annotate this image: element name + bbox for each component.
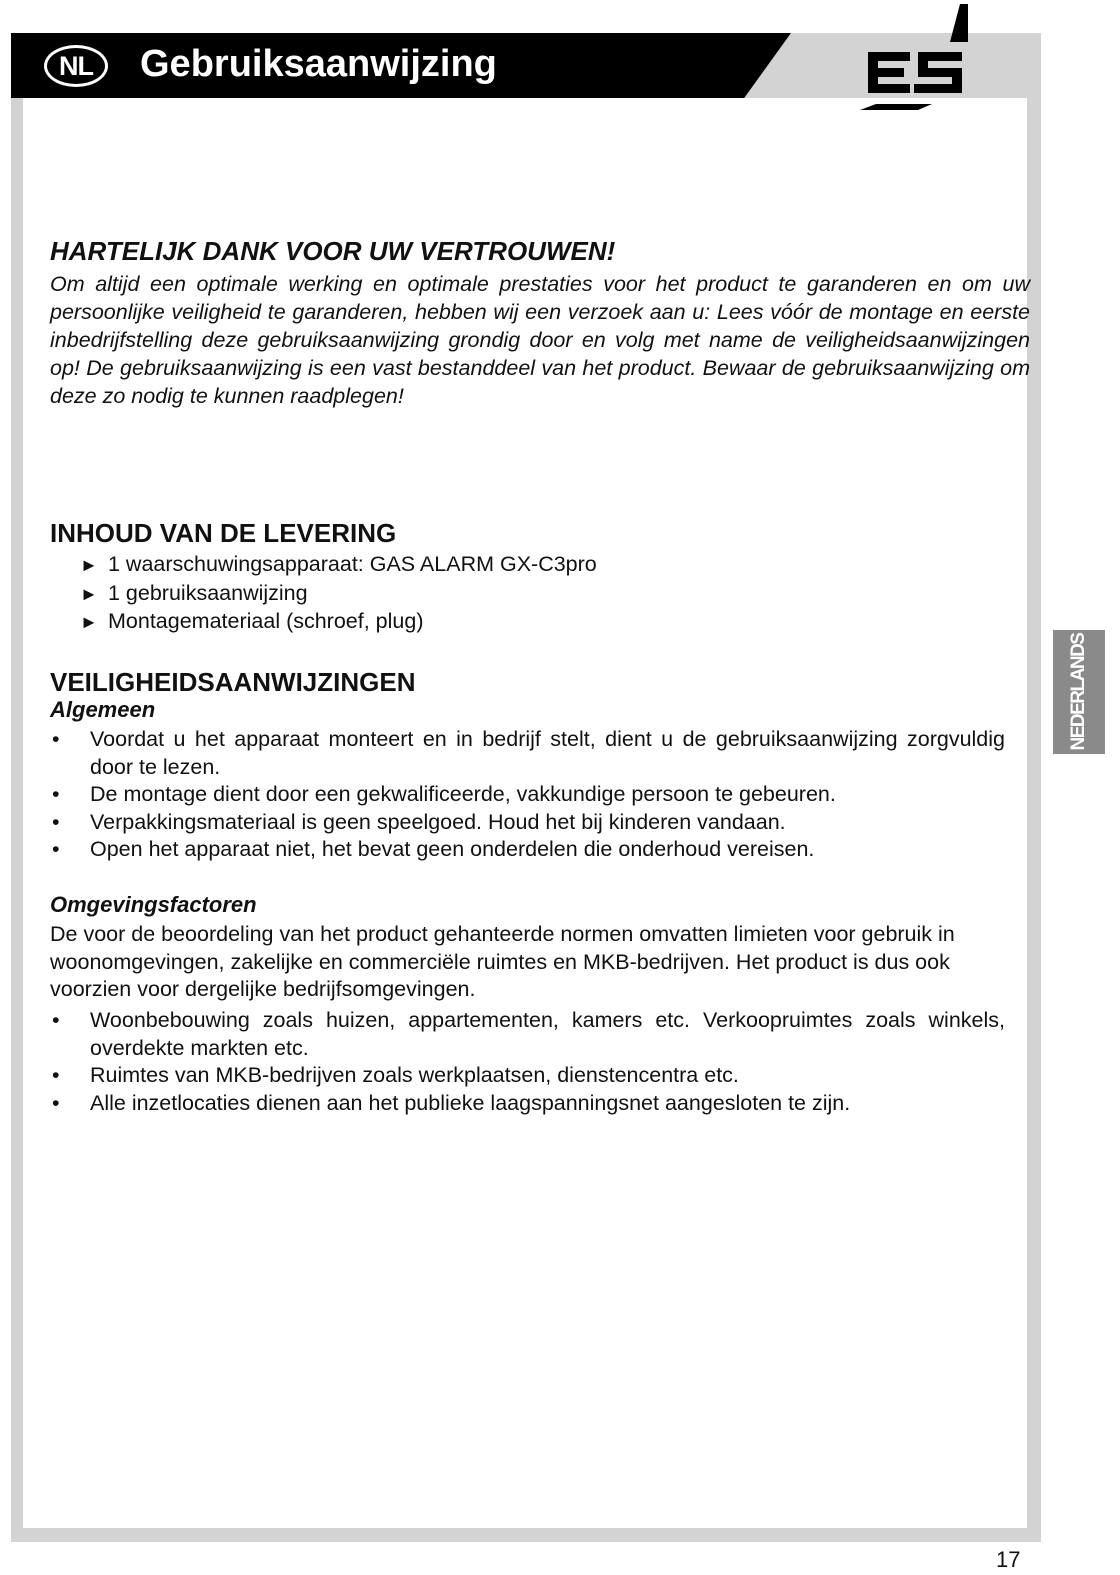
bullet-icon: • [52,782,60,806]
es-logo [856,2,968,110]
list-item: ► 1 gebruiksaanwijzing [80,580,597,609]
bullet-icon: • [52,727,60,751]
arrow-bullet-icon: ► [80,583,98,604]
page-frame-bottom [11,1528,1041,1542]
thank-you-heading: HARTELIJK DANK VOOR UW VERTROUWEN! [50,236,616,266]
page-frame-left [11,96,23,1542]
bullet-icon: • [52,1090,60,1115]
page-title: Gebruiksaanwijzing [140,43,497,85]
environment-subheading: Omgevingsfactoren [50,892,257,917]
list-item: • Ruimtes van MKB-bedrijven zoals werkplaatsen, dienstencentra etc. [50,1062,1005,1090]
delivery-contents-heading: INHOUD VAN DE LEVERING [50,518,397,548]
intro-paragraph: Om altijd een optimale werking en optimale prestaties voor het product te garanderen en om uw persoonlijke veiligheid te garanderen, hebben wij een verzoek aan u: Lees vóór de montage en eerste inbedrijfstelling deze gebruiksaanwijzing grondig door en volg met name de veiligheidsaanwijzingen op! De gebruiksaanwijzing is een vast bestanddeel van het product. Bewaar de gebruiksaanwijzing om deze zo nodig te kunnen raadplegen! [50,272,1030,408]
page-number: 17 [996,1547,1021,1572]
list-item: • Woonbebouwing zoals huizen, appartementen, kamers etc. Verkoopruimtes zoals winkels, overdekte markten etc. [52,1008,1005,1060]
general-safety-list [50,726,1005,864]
safety-heading: VEILIGHEIDSAANWIJZINGEN [50,667,416,697]
list-item: • Alle inzetlocaties dienen aan het publieke laagspanningsnet aangesloten te zijn. [50,1090,1005,1118]
environment-list [50,1007,1005,1117]
arrow-bullet-icon: ► [80,555,98,575]
delivery-contents-list [80,551,597,637]
general-subheading: Algemeen [50,697,156,722]
bullet-icon: • [52,837,60,861]
list-item: • Voordat u het apparaat monteert en in bedrijf stelt, dient u de gebruiksaanwijzing zorgvuldig door te lezen. [52,727,1005,779]
bullet-icon: • [52,1008,60,1032]
list-item: ► Montagemateriaal (schroef, plug) [80,608,597,637]
environment-paragraph: De voor de beoordeling van het product gehanteerde normen omvatten limieten voor gebruik in woonomgevingen, zakelijke en commerciële ruimtes en MKB-bedrijven. Het product is dus ook voorzien voor dergelijke bedrijfsomgevingen. [50,922,955,1001]
language-badge: NL [44,45,108,87]
list-item: • De montage dient door een gekwalificeerde, vakkundige persoon te gebeuren. [50,781,1005,809]
list-item: • Verpakkingsmateriaal is geen speelgoed. Houd het bij kinderen vandaan. [50,809,1005,837]
bullet-icon: • [52,809,60,834]
list-item: ► 1 waarschuwingsapparaat: GAS ALARM GX-C3pro [80,551,597,580]
language-side-tab-label: NEDERLANDS [1068,633,1089,751]
bullet-icon: • [52,1063,60,1087]
arrow-bullet-icon: ► [80,612,98,632]
list-item: • Open het apparaat niet, het bevat geen onderdelen die onderhoud vereisen. [50,836,1005,864]
page-frame-right [1027,40,1041,1542]
